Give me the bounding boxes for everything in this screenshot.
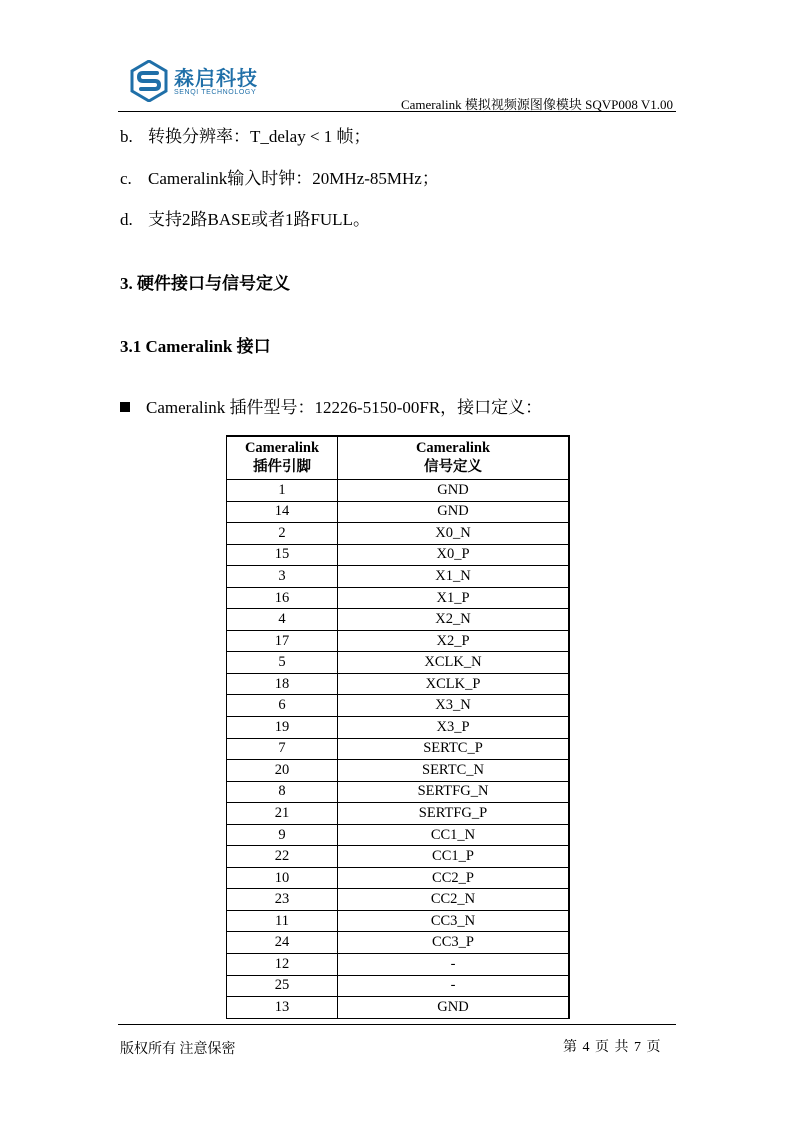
pin-number-cell: 18	[227, 673, 338, 695]
logo-name: 森启科技	[174, 68, 258, 90]
table-row	[227, 480, 570, 502]
header-divider	[118, 111, 676, 112]
list-item-c	[120, 164, 439, 189]
table-row	[227, 760, 570, 782]
pin-number-cell: 5	[227, 652, 338, 674]
table-row	[227, 673, 570, 695]
logo-subtitle: SENQI TECHNOLOGY	[174, 89, 257, 96]
signal-name-cell: CC2_N	[338, 889, 570, 911]
table-row	[227, 781, 570, 803]
table-header-row	[227, 436, 570, 480]
pin-number-cell: 24	[227, 932, 338, 954]
list-item-label: c.	[120, 169, 132, 188]
pin-number-cell: 13	[227, 997, 338, 1019]
table-row	[227, 587, 570, 609]
pin-number-cell: 20	[227, 760, 338, 782]
table-row	[227, 630, 570, 652]
header-doc-title: Cameralink 模拟视频源图像模块 SQVP008 V1.00	[400, 97, 673, 112]
pin-number-cell: 3	[227, 566, 338, 588]
signal-name-cell: SERTC_N	[338, 760, 570, 782]
table-row	[227, 867, 570, 889]
signal-name-cell: GND	[338, 997, 570, 1019]
signal-name-cell: X2_N	[338, 609, 570, 631]
subsection-heading: 3.1 Cameralink 接口	[120, 337, 271, 356]
list-item-text: 转换分辨率：T_delay < 1 帧；	[148, 127, 371, 146]
table-row	[227, 889, 570, 911]
pin-number-cell: 16	[227, 587, 338, 609]
signal-name-cell: -	[338, 975, 570, 997]
table-row	[227, 975, 570, 997]
table-row	[227, 803, 570, 825]
pin-number-cell: 11	[227, 910, 338, 932]
pin-number-cell: 4	[227, 609, 338, 631]
list-item-label: d.	[120, 210, 133, 229]
list-item-text: 支持2路BASE或者1路FULL。	[148, 210, 370, 229]
logo-mark-icon	[130, 60, 168, 102]
table-row	[227, 846, 570, 868]
signal-name-cell: X0_P	[338, 544, 570, 566]
signal-name-cell: CC1_P	[338, 846, 570, 868]
pin-number-cell: 2	[227, 523, 338, 545]
pin-number-cell: 23	[227, 889, 338, 911]
signal-name-cell: X0_N	[338, 523, 570, 545]
footer-copyright: 版权所有 注意保密	[120, 1042, 236, 1057]
footer-page-number: 第 4 页 共 7 页	[563, 1040, 661, 1055]
pin-number-cell: 15	[227, 544, 338, 566]
pin-number-cell: 21	[227, 803, 338, 825]
table-row	[227, 738, 570, 760]
signal-name-cell: SERTFG_N	[338, 781, 570, 803]
table-row	[227, 932, 570, 954]
signal-name-cell: XCLK_N	[338, 652, 570, 674]
pin-number-cell: 7	[227, 738, 338, 760]
table-row	[227, 501, 570, 523]
signal-name-cell: X3_P	[338, 717, 570, 739]
section-heading: 3. 硬件接口与信号定义	[120, 274, 290, 293]
company-logo	[130, 60, 270, 106]
header-line-2: 信号定义	[424, 459, 482, 475]
header-signal-column	[338, 436, 570, 480]
pin-number-cell: 17	[227, 630, 338, 652]
bullet-text: Cameralink 插件型号：12226-5150-00FR，接口定义：	[146, 398, 543, 417]
pin-number-cell: 10	[227, 867, 338, 889]
list-item-text: Cameralink输入时钟：20MHz-85MHz；	[148, 169, 439, 188]
footer-divider	[118, 1024, 676, 1025]
header-line-2: 插件引脚	[253, 459, 311, 475]
signal-name-cell: -	[338, 954, 570, 976]
signal-name-cell: CC3_P	[338, 932, 570, 954]
table-row	[227, 997, 570, 1019]
table-row	[227, 544, 570, 566]
signal-name-cell: CC1_N	[338, 824, 570, 846]
signal-name-cell: X2_P	[338, 630, 570, 652]
header-pin-column	[227, 436, 338, 480]
pin-definition-table	[226, 435, 570, 1019]
bullet-item	[120, 393, 542, 418]
pin-number-cell: 1	[227, 480, 338, 502]
list-item-label: b.	[120, 127, 133, 146]
signal-name-cell: CC3_N	[338, 910, 570, 932]
signal-name-cell: GND	[338, 480, 570, 502]
header-line-1: Cameralink	[244, 440, 320, 456]
table-row	[227, 910, 570, 932]
signal-name-cell: SERTC_P	[338, 738, 570, 760]
table-row	[227, 954, 570, 976]
signal-name-cell: XCLK_P	[338, 673, 570, 695]
header-line-1: Cameralink	[415, 440, 491, 456]
table-row	[227, 609, 570, 631]
signal-name-cell: X1_N	[338, 566, 570, 588]
pin-number-cell: 19	[227, 717, 338, 739]
signal-name-cell: CC2_P	[338, 867, 570, 889]
pin-number-cell: 22	[227, 846, 338, 868]
table-row	[227, 717, 570, 739]
pin-number-cell: 14	[227, 501, 338, 523]
table-row	[227, 695, 570, 717]
list-item-d	[120, 205, 370, 230]
table-row	[227, 566, 570, 588]
signal-name-cell: X3_N	[338, 695, 570, 717]
pin-number-cell: 6	[227, 695, 338, 717]
pin-number-cell: 12	[227, 954, 338, 976]
pin-number-cell: 25	[227, 975, 338, 997]
pin-number-cell: 9	[227, 824, 338, 846]
pin-number-cell: 8	[227, 781, 338, 803]
bullet-square-icon	[120, 402, 130, 412]
signal-name-cell: SERTFG_P	[338, 803, 570, 825]
list-item-b	[120, 122, 371, 147]
table-row	[227, 824, 570, 846]
table-row	[227, 652, 570, 674]
signal-name-cell: GND	[338, 501, 570, 523]
table-body	[227, 480, 570, 1019]
signal-name-cell: X1_P	[338, 587, 570, 609]
table-row	[227, 523, 570, 545]
